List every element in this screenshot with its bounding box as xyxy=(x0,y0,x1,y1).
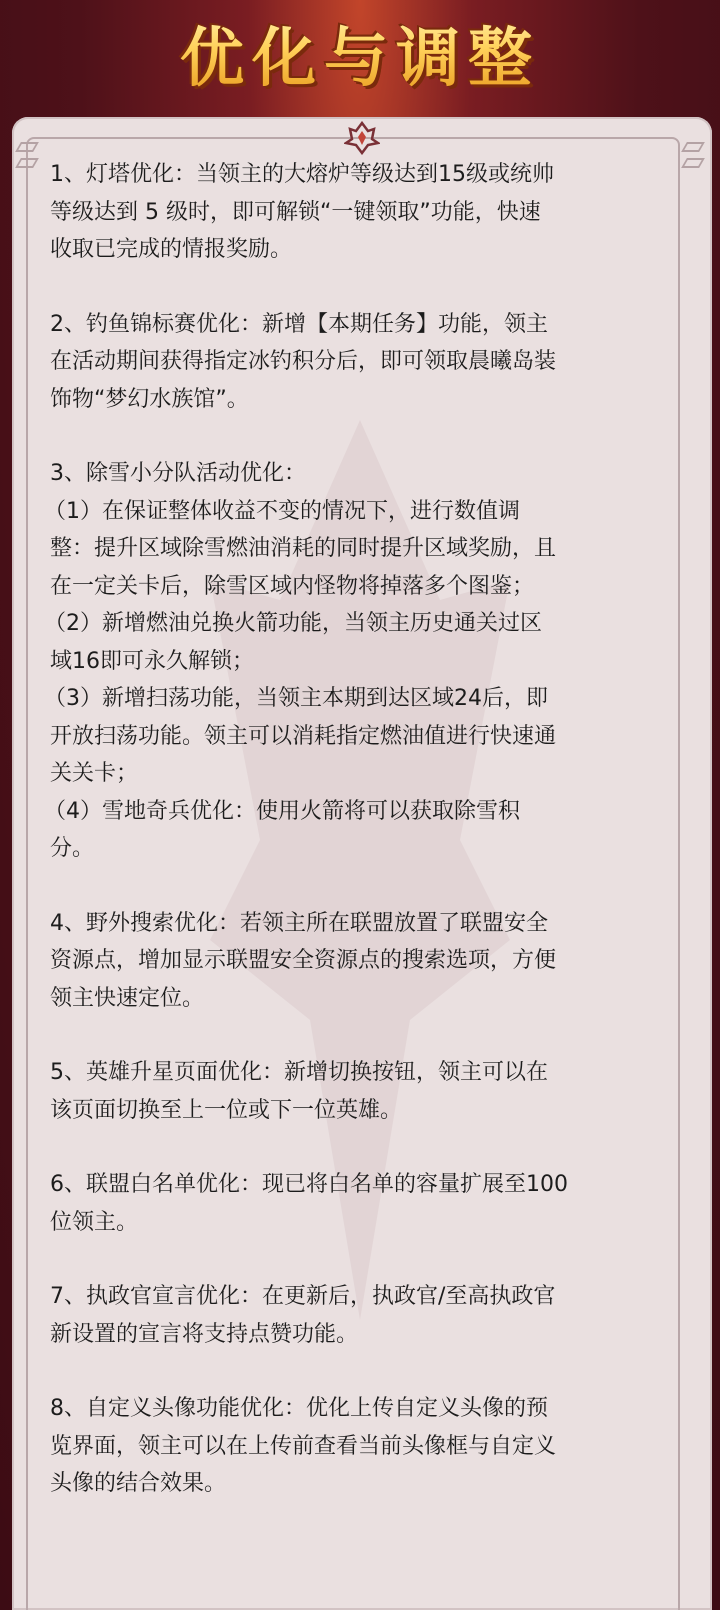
note-item-8 xyxy=(50,1390,680,1503)
note-item-3 xyxy=(44,455,680,868)
note-line: 头像的结合效果。 xyxy=(50,1471,227,1496)
note-line: 关关卡； xyxy=(50,761,139,786)
note-line: 等级达到 5 级时，即可解锁“一键领取”功能，快速 xyxy=(50,199,541,225)
note-subline: （2）新增燃油兑换火箭功能，当领主历史通关过区 xyxy=(44,611,542,636)
note-line: 在活动期间获得指定冰钓积分后，即可领取晨曦岛装 xyxy=(50,349,557,374)
note-subline: （3）新增扫荡功能，当领主本期到达区域24后，即 xyxy=(44,686,548,711)
note-line: 该页面切换至上一位或下一位英雄。 xyxy=(50,1097,403,1123)
note-item-4 xyxy=(50,905,680,1018)
note-line: 开放扫荡功能。领主可以消耗指定燃油值进行快速通 xyxy=(50,723,557,749)
note-subline: （4）雪地奇兵优化：使用火箭将可以获取除雪积 xyxy=(44,798,520,824)
note-line: 资源点，增加显示联盟安全资源点的搜索选项，方便 xyxy=(50,948,557,973)
note-item-6 xyxy=(50,1166,680,1241)
note-line: 4、野外搜索优化：若领主所在联盟放置了联盟安全 xyxy=(50,910,548,936)
note-line: 整：提升区域除雪燃油消耗的同时提升区域奖励，且 xyxy=(50,536,557,561)
note-line: 3、除雪小分队活动优化： xyxy=(50,461,306,486)
note-subline: （1）在保证整体收益不变的情况下，进行数值调 xyxy=(44,498,520,524)
note-line: 位领主。 xyxy=(50,1209,139,1235)
note-line: 8、自定义头像功能优化：优化上传自定义头像的预 xyxy=(50,1396,548,1421)
note-item-5 xyxy=(50,1054,680,1129)
note-line: 6、联盟白名单优化：现已将白名单的容量扩展至100 xyxy=(50,1172,568,1197)
note-item-2 xyxy=(50,306,680,419)
update-notes xyxy=(44,156,680,1503)
note-line: 5、英雄升星页面优化：新增切换按钮，领主可以在 xyxy=(50,1060,548,1085)
note-line: 览界面，领主可以在上传前查看当前头像框与自定义 xyxy=(50,1433,557,1459)
note-line: 新设置的宣言将支持点赞功能。 xyxy=(50,1321,359,1347)
note-line: 1、灯塔优化：当领主的大熔炉等级达到15级或统帅 xyxy=(50,162,554,187)
crest-emblem-icon xyxy=(342,120,382,156)
note-line: 分。 xyxy=(50,836,95,861)
note-line: 7、执政官宣言优化：在更新后，执政官/至高执政官 xyxy=(50,1284,556,1309)
note-item-7 xyxy=(50,1278,680,1353)
note-item-1 xyxy=(50,156,680,269)
note-line: 在一定关卡后，除雪区域内怪物将掉落多个图鉴； xyxy=(50,573,535,599)
title-banner xyxy=(0,0,720,105)
note-line: 饰物“梦幻水族馆”。 xyxy=(50,386,249,412)
page-title: 优化与调整 xyxy=(180,7,540,99)
note-line: 2、钓鱼锦标赛优化：新增【本期任务】功能，领主 xyxy=(50,311,548,337)
note-line: 收取已完成的情报奖励。 xyxy=(50,237,293,262)
note-line: 领主快速定位。 xyxy=(50,985,205,1011)
note-line: 域16即可永久解锁； xyxy=(50,648,254,674)
